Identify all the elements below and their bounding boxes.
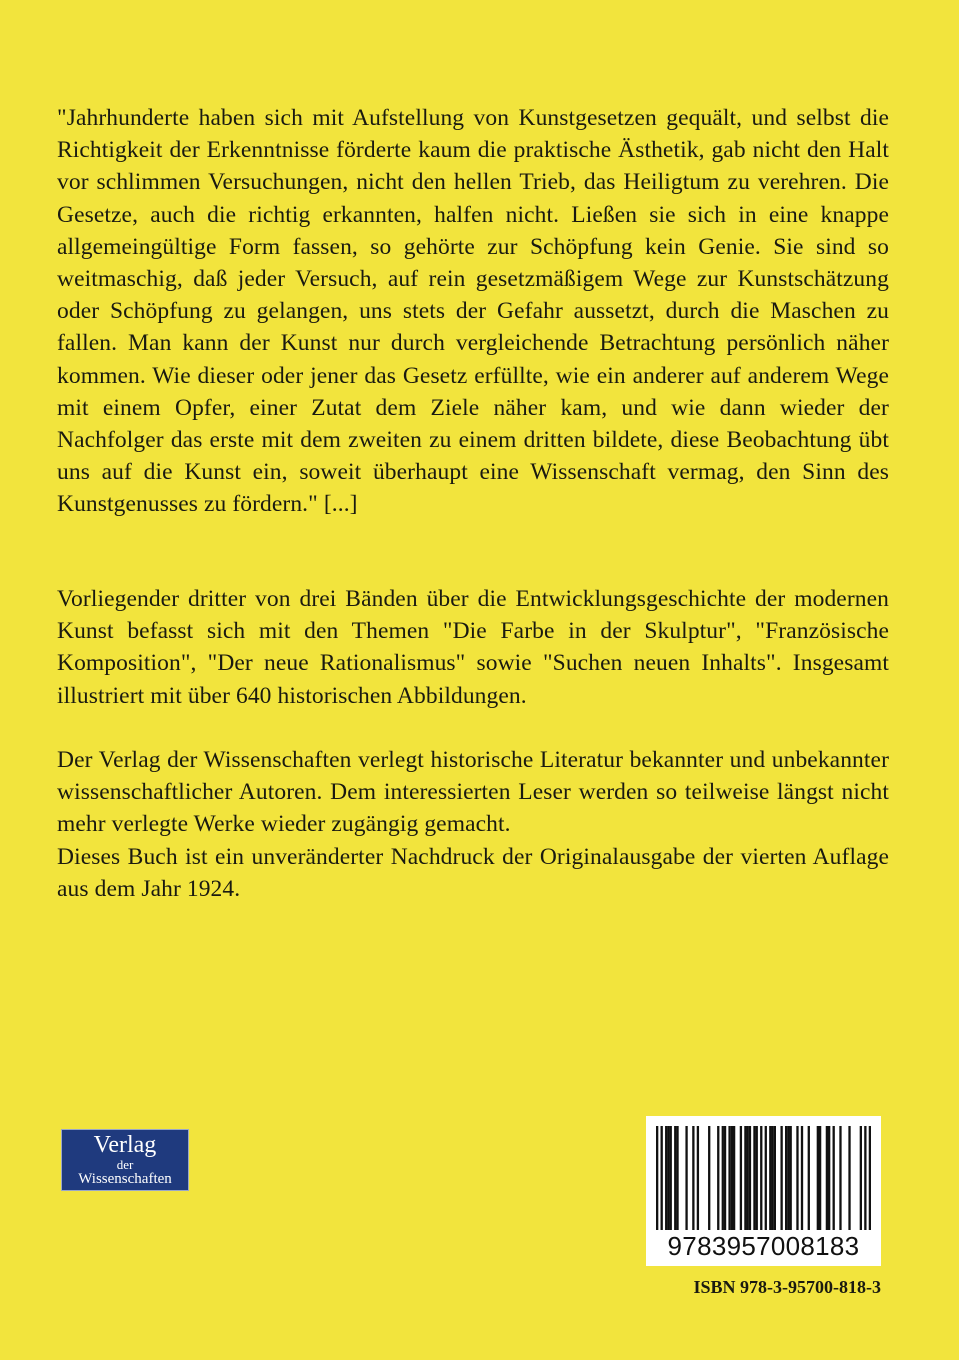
reprint-note-text: Dieses Buch ist ein unveränderter Nachdruck der Originalausgabe der vierten Auflage aus dem Jahr 1924.: [57, 843, 889, 902]
barcode-bar: [769, 1126, 771, 1230]
barcode-bar: [787, 1126, 789, 1230]
barcode-bar: [744, 1126, 746, 1230]
barcode-bar: [801, 1126, 803, 1230]
quote-paragraph: [57, 102, 889, 521]
description-paragraph: [57, 583, 889, 712]
barcode-bar: [864, 1126, 866, 1230]
logo-line-der: der: [116, 1157, 134, 1172]
barcode-bar: [661, 1126, 663, 1230]
barcode-bar: [808, 1126, 810, 1230]
publisher-paragraph: [57, 744, 889, 905]
barcode-bars: [656, 1126, 871, 1230]
barcode-bar: [670, 1126, 672, 1230]
barcode-bar: [760, 1126, 762, 1230]
barcode-bar: [765, 1126, 767, 1230]
publisher-info-text: Der Verlag der Wissenschaften verlegt historische Literatur bekannter und unbekannter wissenschaftlicher Autoren. Dem interessierten Leser werden so teilweise längst nicht mehr verlegte Werke wieder zugängig gemacht.: [57, 747, 889, 838]
barcode-bar: [674, 1126, 676, 1230]
description-text: Vorliegender dritter von drei Bänden über die Entwicklungsgeschichte der modernen Kunst befasst sich mit den Themen "Die Farbe in der Skulptur", "Französische Komposition", "Der neue Rationalismus" sowie "Suchen neuen Inhalts". Insgesamt illustriert mit über 640 historischen Abbildungen.: [57, 586, 889, 709]
barcode-bar: [656, 1126, 658, 1230]
barcode-bar: [833, 1126, 835, 1230]
barcode-bar: [665, 1126, 667, 1230]
barcode-bar: [667, 1126, 669, 1230]
barcode-bar: [728, 1126, 730, 1230]
barcode-bar: [771, 1126, 773, 1230]
barcode-bar: [724, 1126, 726, 1230]
barcode-bar: [717, 1126, 719, 1230]
barcode-bar: [749, 1126, 751, 1230]
barcode-bar: [731, 1126, 733, 1230]
barcode-bar: [819, 1126, 821, 1230]
quote-text: "Jahrhunderte haben sich mit Aufstellung von Kunstgesetzen gequält, und selbst die Richtigkeit der Erkenntnisse förderte kaum die praktische Ästhetik, gab nicht den Halt vor schlimmen Versuchungen, nicht den hellen Trieb, das Heiligtum zu verehren. Die Gesetze, auch die richtig erkannten, halfen nicht. Ließen sie sich in eine knappe allgemeingültige Form fassen, so gehörte zur Schöpfung kein Genie. Sie sind so weitmaschig, daß jeder Versuch, auf rein gesetzmäßigem Wege zur Kunstschätzung oder Schöpfung zu gelangen, uns stets der Gefahr aussetzt, durch die Maschen zu fallen. Man kann der Kunst nur durch vergleichende Betrachtung persönlich näher kommen. Wie dieser oder jener das Gesetz erfüllte, wie ein anderer auf anderem Wege mit einem Opfer, einer Zutat dem Ziele näher kam, und wie dann wieder der Nachfolger das erste mit dem zweiten zu einem dritten bildete, diese Beobachtung übt uns auf die Kunst ein, soweit überhaupt eine Wissenschaft vermag, den Sinn des Kunstgenusses zu fördern." [...]: [57, 105, 889, 518]
barcode-bar: [860, 1126, 862, 1230]
barcode-bar: [692, 1126, 694, 1230]
barcode-bar: [774, 1126, 776, 1230]
publisher-logo: [61, 1129, 189, 1191]
barcode-bar: [790, 1126, 792, 1230]
barcode-bar: [785, 1126, 787, 1230]
barcode-bar: [817, 1126, 819, 1230]
barcode-bar: [828, 1126, 830, 1230]
barcode-bar: [676, 1126, 678, 1230]
isbn-label: ISBN 978-3-95700-818-3: [693, 1277, 881, 1297]
barcode-bar: [780, 1126, 782, 1230]
barcode-bar: [697, 1126, 699, 1230]
barcode-bar: [869, 1126, 871, 1230]
logo-line-wissenschaften: Wissenschaften: [78, 1171, 172, 1187]
barcode-bar: [740, 1126, 742, 1230]
barcode: [646, 1116, 881, 1266]
barcode-bar: [826, 1126, 828, 1230]
barcode-bar: [685, 1126, 687, 1230]
barcode-bar: [747, 1126, 749, 1230]
barcode-bar: [722, 1126, 724, 1230]
barcode-number: 9783957008183: [667, 1231, 860, 1261]
barcode-bar: [848, 1126, 850, 1230]
barcode-bar: [839, 1126, 841, 1230]
barcode-bar: [756, 1126, 758, 1230]
barcode-bar: [708, 1126, 710, 1230]
barcode-bar: [796, 1126, 798, 1230]
barcode-bar: [733, 1126, 735, 1230]
barcode-bar: [753, 1126, 755, 1230]
logo-line-verlag: Verlag: [93, 1132, 157, 1158]
